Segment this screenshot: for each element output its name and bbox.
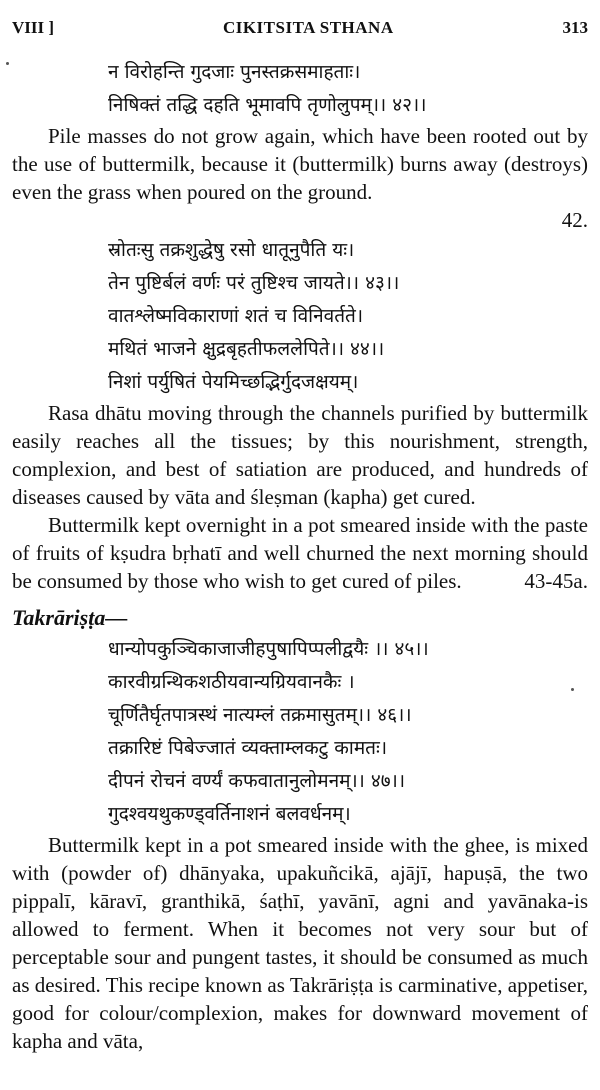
verse-line: तक्रारिष्टं पिबेज्जातं व्यक्ताम्लकटु कामतः। [108,737,388,759]
verse-line: तेन पुष्टिर्बलं वर्णः परं तुष्टिश्च जायते।। ४३।। [108,272,400,294]
verse-line: मथितं भाजने क्षुद्रबृहतीफललेपिते।। ४४।। [108,338,385,360]
verse-line: कारवीग्रन्थिकशठीयवान्यग्रियवानकैः । [108,671,355,693]
chapter-marker: VIII ] [12,18,55,37]
translation-paragraph [12,511,588,595]
translation-paragraph: Buttermilk kept in a pot smeared inside with the ghee, is mixed with (powder of) dhānyaka, upakuñcikā, ajājī, hapuṣā, the two pippalī, kāravī, granthikā, śaṭhī, yavānī, agni and yavānaka-is allowed to ferment. When it becomes not very sour but of perceptable sour and pungent tastes, it should be consumed as much as desired. This recipe known as Takrāriṣṭa is carminative, appetiser, good for colour/complexion, makes for downward movement of kapha and vāta, [12,833,588,1053]
verse-line: न विरोहन्ति गुदजाः पुनस्तक्रसमाहताः। [108,61,361,83]
running-title: CIKITSITA STHANA [222,18,394,37]
verse-line: दीपनं रोचनं वर्ण्यं कफवातानुलोमनम्।। ४७।। [108,770,406,792]
translation-text: Buttermilk kept overnight in a pot smeared inside with the paste of fruits of kṣudra bṛhatī and well churned the next morning should be consumed by those who wish to get cured of piles. [12,513,588,593]
verse-line: वातश्लेष्मविकाराणां शतं च विनिवर्तते। [108,305,364,327]
scan-speck [6,62,9,65]
page-number: 313 [562,18,588,37]
verse-line: चूर्णितैर्घृतपात्रस्थं नात्यम्लं तक्रमासुतम्।। ४६।। [108,704,412,726]
scan-speck [571,688,574,691]
verse-line: गुदश्वयथुकण्ड्वर्तिनाशनं बलवर्धनम्। [108,803,351,825]
translation-paragraph: Rasa dhātu moving through the channels purified by buttermilk easily reaches all the tissues; by this nourishment, strength, complexion, and best of satiation are produced, and hundreds of diseases caused by vāta and śleṣman (kapha) get cured. [12,401,588,509]
verse-line: निशां पर्युषितं पेयमिच्छद्भिर्गुदजक्षयम्। [108,371,359,393]
verse-line: धान्योपकुञ्चिकाजाजीहपुषापिप्पलीद्वयैः ।। ४५।। [108,638,429,660]
verse-reference: 43-45a. [524,569,588,593]
running-header [12,0,588,38]
verse-line: निषिक्तं तद्धि दहति भूमावपि तृणोलुपम्।। ४२।। [108,94,427,116]
translation-paragraph: Pile masses do not grow again, which have been rooted out by the use of buttermilk, because it (buttermilk) burns away (destroys) even the grass when poured on the ground. [12,124,588,204]
verse-reference: 42. [561,208,588,232]
verse-line: स्रोतःसु तक्रशुद्धेषु रसो धातूनुपैति यः। [108,239,355,261]
section-heading: Takrāriṣṭa— [12,605,128,630]
